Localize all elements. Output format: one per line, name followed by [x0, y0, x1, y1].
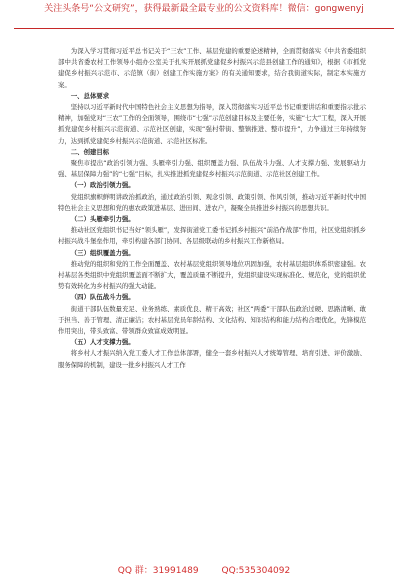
footer-contact [0, 563, 408, 576]
document-body [58, 46, 366, 371]
body-paragraph: 推动社区党组织书记当好“领头雁”，发挥街道党工委书记抓乡村振兴“前沿作战部”作用，社区党组织抓乡村振兴战斗堡垒作用，牵引构建各部门协同、各层级联动的乡村振兴工作新格局。 [58, 226, 366, 246]
section-heading: （三）组织覆盖力强。 [70, 248, 135, 257]
body-paragraph: 将乡村人才振兴纳入党工委人才工作总体部署，健全一套乡村振兴人才统筹管理、培育引进、评价激励、服务保障的机制，建设一批乡村振兴人才工作 [58, 349, 366, 369]
body-paragraph: 聚焦市提出“政治引领力强、头雁牵引力强、组织覆盖力强、队伍战斗力强、人才支撑力强、发展驱动力强、基层保障力强”的“七强”目标，扎实推进抓党建促乡村振兴示范街道、示范社区创建工作。 [58, 159, 366, 179]
body-paragraph: 为深入学习贯彻习近平总书记关于“三农”工作、基层党建的重要论述精神，全面贯彻落实《中共省委组织部中共省委农村工作领导小组办公室关于扎实开展抓党建促乡村振兴示范县创建工作的通知》，根据《市抓党建促乡村振兴示范市、示范镇（街）创建工作实施方案》的有关通知要求，结合我街道实际，制定本实施方案。 [58, 47, 366, 89]
section-heading: （五）人才支撑力强。 [70, 338, 135, 347]
section-heading: 一、总体要求 [70, 91, 110, 100]
section-heading: （一）政治引领力强。 [70, 181, 135, 190]
body-paragraph: 党组织旗帜鲜明讲政治抓政治，通过政治引领、观念引领、政策引领、作风引领，推动习近平新时代中国特色社会主义思想和党的惠农政策进基层、进田间、进农户，凝聚全员推进乡村振兴的思想共识。 [58, 192, 366, 212]
body-paragraph: 街道干部队伍数量充足、业务熟练、素质优良、精干高效；社区“两委”干部队伍政治过硬、思路清晰、敢于担当、善于管理、清正廉洁；农村基层党员年龄结构、文化结构、知识结构和能力结构合理优化，先锋模范作用突出，带头致富、带领群众致富成效明显。 [58, 304, 366, 336]
footer-qq-group: QQ 群：31991489 [117, 566, 199, 576]
body-paragraph: 坚持以习近平新时代中国特色社会主义思想为指导，深入贯彻落实习近平总书记重要讲话和重要指示批示精神，加强党对“三农”工作的全面领导，围绕市“七强”示范创建目标及主要任务，实施“七大”工程，深入开展抓党建促乡村振兴示范街道、示范社区创建，实现“强村带街、整镇推进、整市提升”，力争通过三年持续努力，达到抓党建促乡村振兴示范街道、示范社区标准。 [58, 103, 366, 145]
section-heading: 二、创建目标 [70, 147, 110, 156]
footer-qq-number: QQ:535304092 [221, 566, 291, 576]
section-heading: （四）队伍战斗力强。 [70, 293, 135, 302]
banner-text: 关注头条号“公文研究”，获得最新最全最专业的公文资料库！微信：gongwenyj [44, 4, 364, 14]
body-paragraph: 推动党的组织和党的工作全面覆盖、农村基层党组织领导地位巩固加强，农村基层组织体系织密建强。农村基层各类组织中党组织覆盖面不断扩大，覆盖质量不断提升，党组织建设实现标准化、规范化，党的组织优势有效转化为乡村振兴的强大动能。 [58, 259, 366, 291]
section-heading: （二）头雁牵引力强。 [70, 215, 135, 224]
banner-divider [14, 28, 394, 29]
